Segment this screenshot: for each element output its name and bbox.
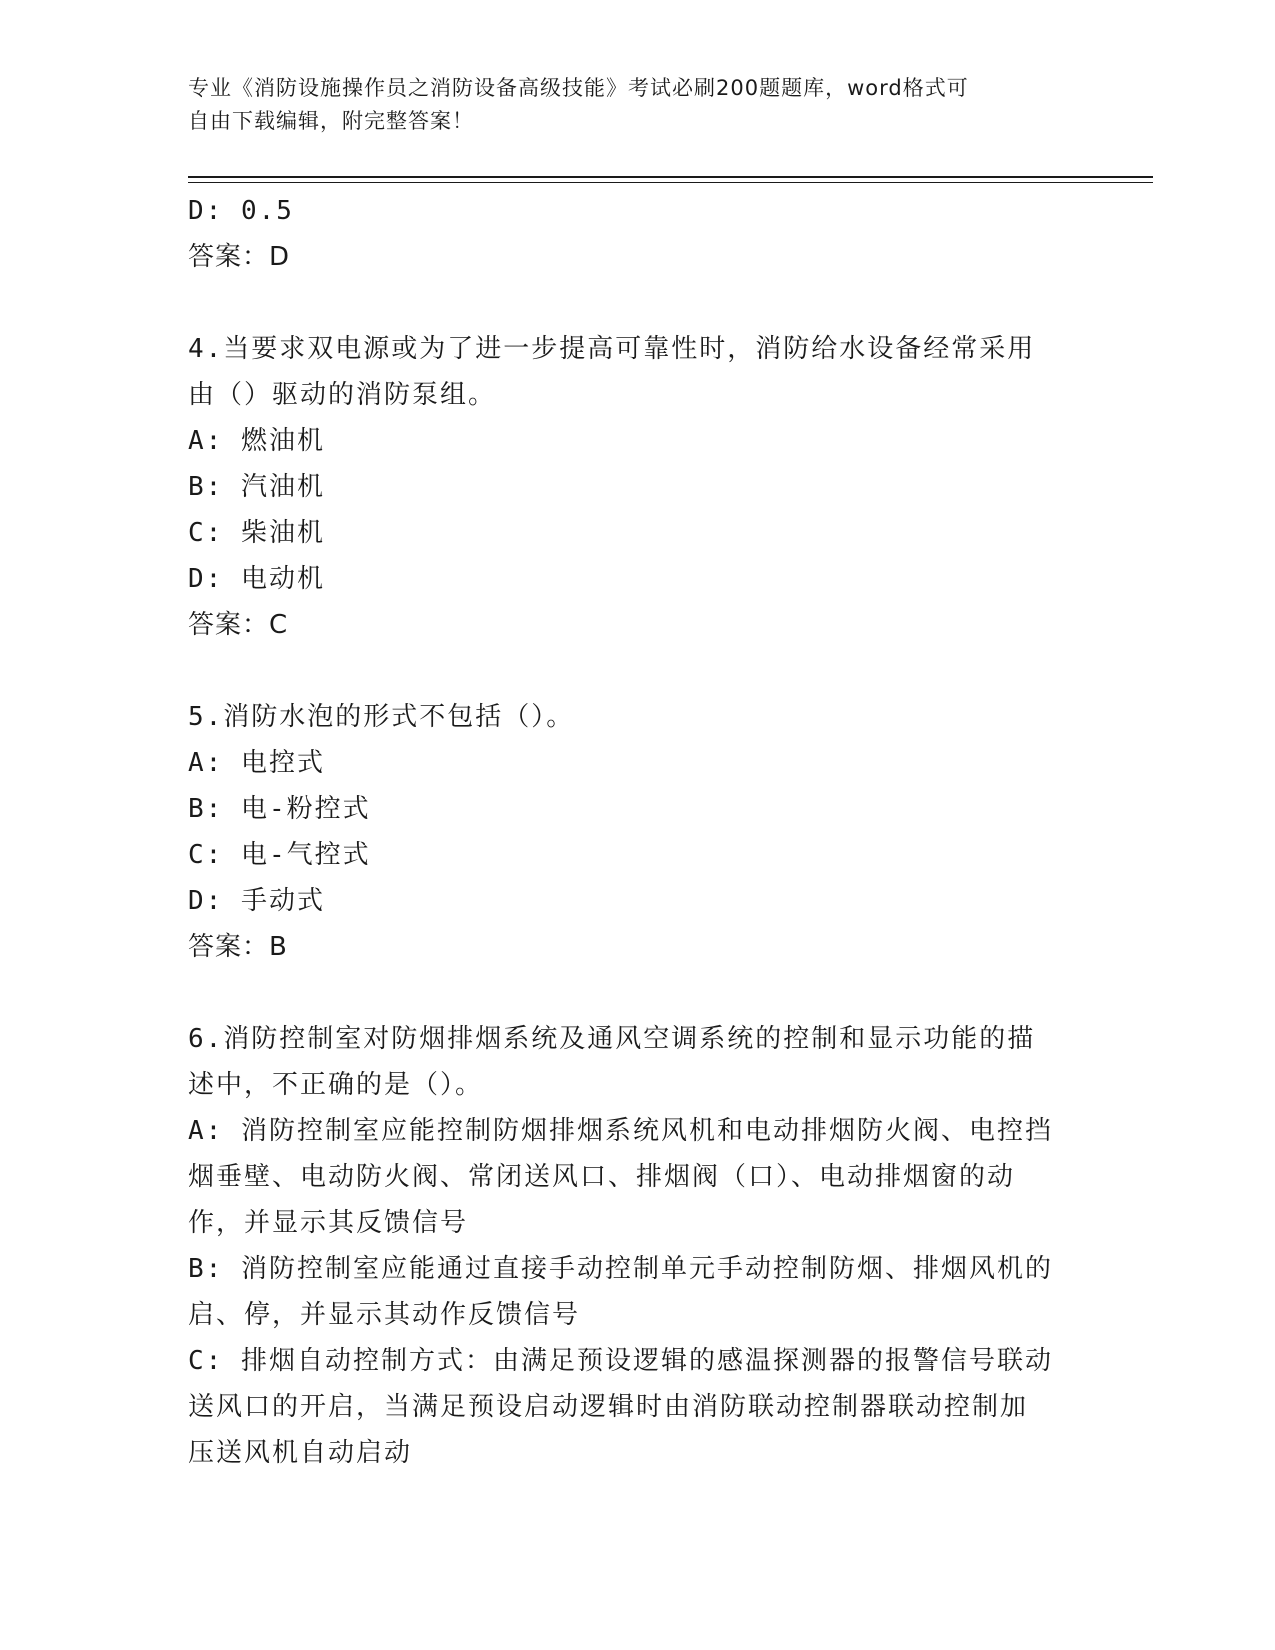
q5-stem-line-1: 5.消防水泡的形式不包括（）。 (188, 702, 575, 732)
q3-answer: 答案：D (188, 242, 291, 272)
q5-option-b: B: 电-粉控式 (188, 794, 371, 824)
question-4 (188, 326, 1088, 648)
q6-option-a-line-2: 烟垂壁、电动防火阀、常闭送风口、排烟阀（口）、电动排烟窗的动 (188, 1162, 1016, 1192)
q5-option-c: C: 电-气控式 (188, 840, 371, 870)
q6-option-a-line-3: 作，并显示其反馈信号 (188, 1208, 469, 1238)
question-3-tail (188, 188, 1088, 280)
q6-option-c-line-3: 压送风机自动启动 (188, 1438, 413, 1468)
document-body (188, 188, 1088, 1476)
q6-option-a-line-1: A: 消防控制室应能控制防烟排烟系统风机和电动排烟防火阀、电控挡 (188, 1116, 1053, 1146)
q4-answer: 答案：C (188, 610, 289, 640)
q5-option-d: D: 手动式 (188, 886, 325, 916)
header-line-1: 专业《消防设施操作员之消防设备高级技能》考试必刷200题题库，word格式可 (188, 76, 969, 100)
q5-option-a: A: 电控式 (188, 748, 325, 778)
header-rule-thin (188, 182, 1153, 183)
q6-stem-line-2: 述中，不正确的是（）。 (188, 1070, 484, 1100)
q6-stem-line-1: 6.消防控制室对防烟排烟系统及通风空调系统的控制和显示功能的描 (188, 1024, 1036, 1054)
spacer (188, 970, 1088, 1016)
q5-answer: 答案：B (188, 932, 288, 962)
q6-option-b-line-2: 启、停，并显示其动作反馈信号 (188, 1300, 581, 1330)
q6-option-b-line-1: B: 消防控制室应能通过直接手动控制单元手动控制防烟、排烟风机的 (188, 1254, 1053, 1284)
q4-option-a: A: 燃油机 (188, 426, 325, 456)
header-line-2: 自由下载编辑，附完整答案！ (188, 109, 474, 133)
q6-option-c-line-2: 送风口的开启，当满足预设启动逻辑时由消防联动控制器联动控制加 (188, 1392, 1029, 1422)
q4-option-d: D: 电动机 (188, 564, 325, 594)
document-header (188, 72, 1088, 138)
q3-option-d: D: 0.5 (188, 196, 294, 226)
question-6 (188, 1016, 1088, 1476)
q4-stem-line-2: 由（）驱动的消防泵组。 (188, 380, 497, 410)
q4-option-c: C: 柴油机 (188, 518, 325, 548)
q4-stem-line-1: 4.当要求双电源或为了进一步提高可靠性时，消防给水设备经常采用 (188, 334, 1036, 364)
question-5 (188, 694, 1088, 970)
q4-option-b: B: 汽油机 (188, 472, 325, 502)
header-rule-thick (188, 176, 1153, 178)
spacer (188, 280, 1088, 326)
spacer (188, 648, 1088, 694)
q6-option-c-line-1: C: 排烟自动控制方式：由满足预设逻辑的感温探测器的报警信号联动 (188, 1346, 1053, 1376)
